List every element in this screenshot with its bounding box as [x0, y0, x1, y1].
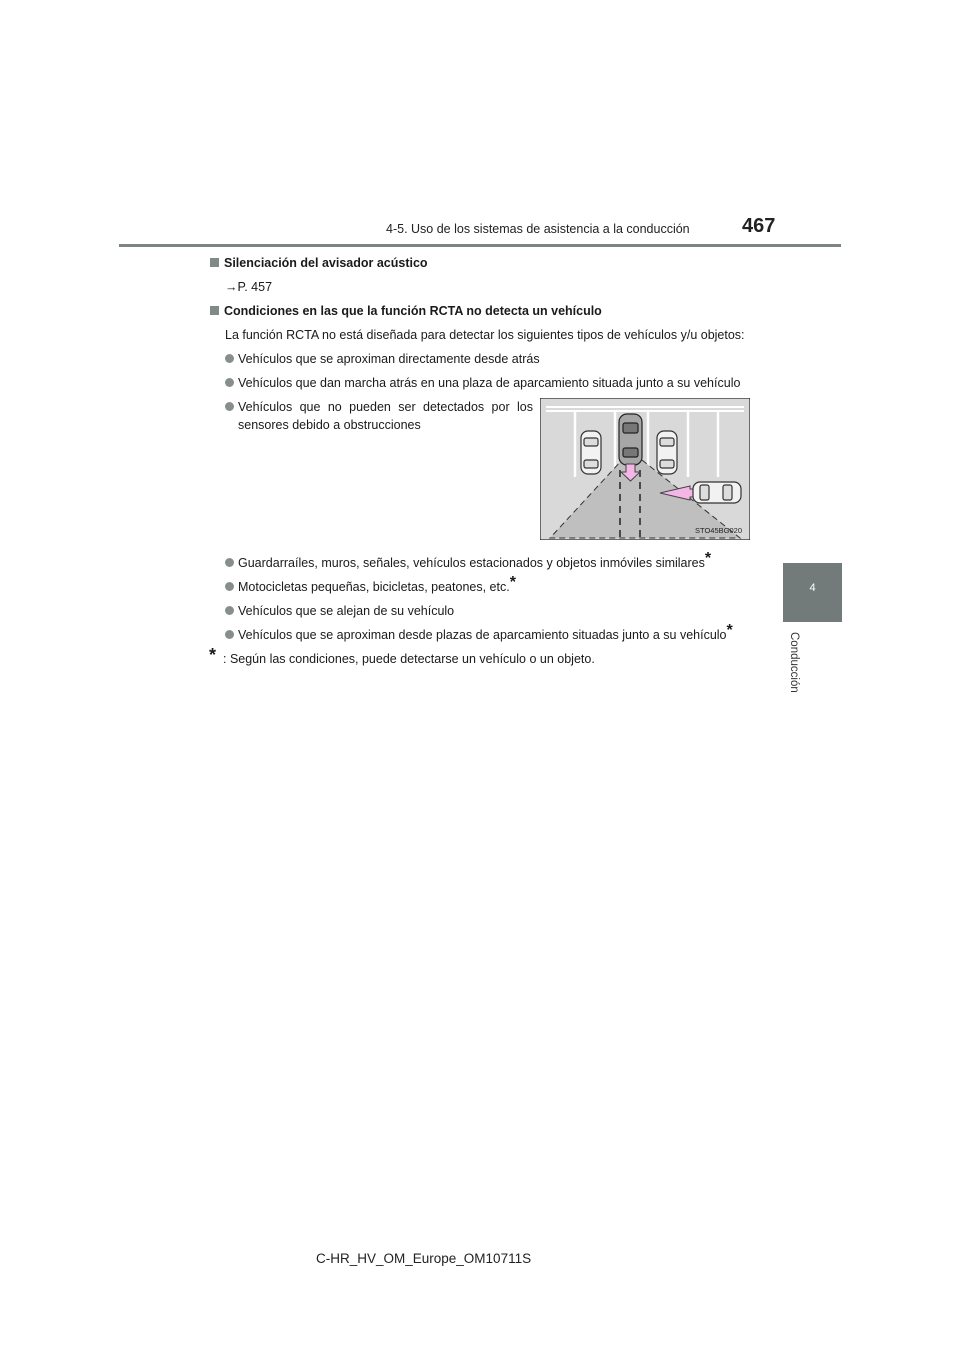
- section-heading-silence: Silenciación del avisador acústico: [210, 254, 750, 272]
- asterisk-mark: *: [704, 550, 712, 567]
- bullet-dot-icon: [225, 402, 234, 411]
- list-item: Motocicletas pequeñas, bicicletas, peatones, etc.*: [210, 578, 750, 596]
- asterisk-mark: *: [509, 574, 516, 591]
- list-item: Vehículos que se aproximan desde plazas de aparcamiento situadas junto a su vehículo*: [210, 626, 750, 644]
- section-heading-conditions: Condiciones en las que la función RCTA no detecta un vehículo: [210, 302, 750, 320]
- square-bullet-icon: [210, 306, 219, 315]
- parked-car-right: [657, 431, 677, 474]
- approaching-car: [693, 482, 741, 503]
- header-rule: [119, 244, 841, 247]
- list-item: Vehículos que no pueden ser detectados por los sensores debido a obstrucciones: [210, 398, 533, 434]
- bullet-dot-icon: [225, 558, 234, 567]
- bullet-dot-icon: [225, 378, 234, 387]
- bullet-dot-icon: [225, 582, 234, 591]
- page-content: [210, 254, 750, 668]
- parking-illustration: [540, 398, 750, 540]
- bullet-dot-icon: [225, 606, 234, 615]
- document-code: C-HR_HV_OM_Europe_OM10711S: [316, 1251, 532, 1266]
- list-item: Vehículos que se aproximan directamente desde atrás: [210, 350, 750, 368]
- chapter-number: 4: [809, 582, 816, 594]
- running-header: 4-5. Uso de los sistemas de asistencia a la conducción: [386, 222, 690, 236]
- reversing-car: [619, 414, 642, 465]
- parked-car-left: [581, 431, 601, 474]
- chapter-label: Conducción: [788, 632, 800, 693]
- page-number: 467: [742, 215, 776, 237]
- intro-paragraph: La función RCTA no está diseñada para detectar los siguientes tipos de vehículos y/u objetos:: [225, 328, 745, 342]
- bullet-dot-icon: [225, 630, 234, 639]
- bullet-dot-icon: [225, 354, 234, 363]
- figure-code: STO45BG020: [695, 526, 742, 535]
- bullet-with-figure: [210, 398, 750, 540]
- square-bullet-icon: [210, 258, 219, 267]
- asterisk-mark: *: [726, 622, 733, 639]
- footnote: * : Según las condiciones, puede detectarse un vehículo o un objeto.: [209, 645, 595, 666]
- list-item: Vehículos que se alejan de su vehículo: [210, 602, 750, 620]
- chapter-tab: [783, 563, 842, 622]
- list-item: Vehículos que dan marcha atrás en una plaza de aparcamiento situada junto a su vehículo: [210, 374, 750, 392]
- footnote-asterisk: *: [209, 645, 217, 665]
- list-item: Guardarraíles, muros, señales, vehículos estacionados y objetos inmóviles similares*: [210, 554, 750, 572]
- page-reference: →P. 457: [225, 280, 273, 294]
